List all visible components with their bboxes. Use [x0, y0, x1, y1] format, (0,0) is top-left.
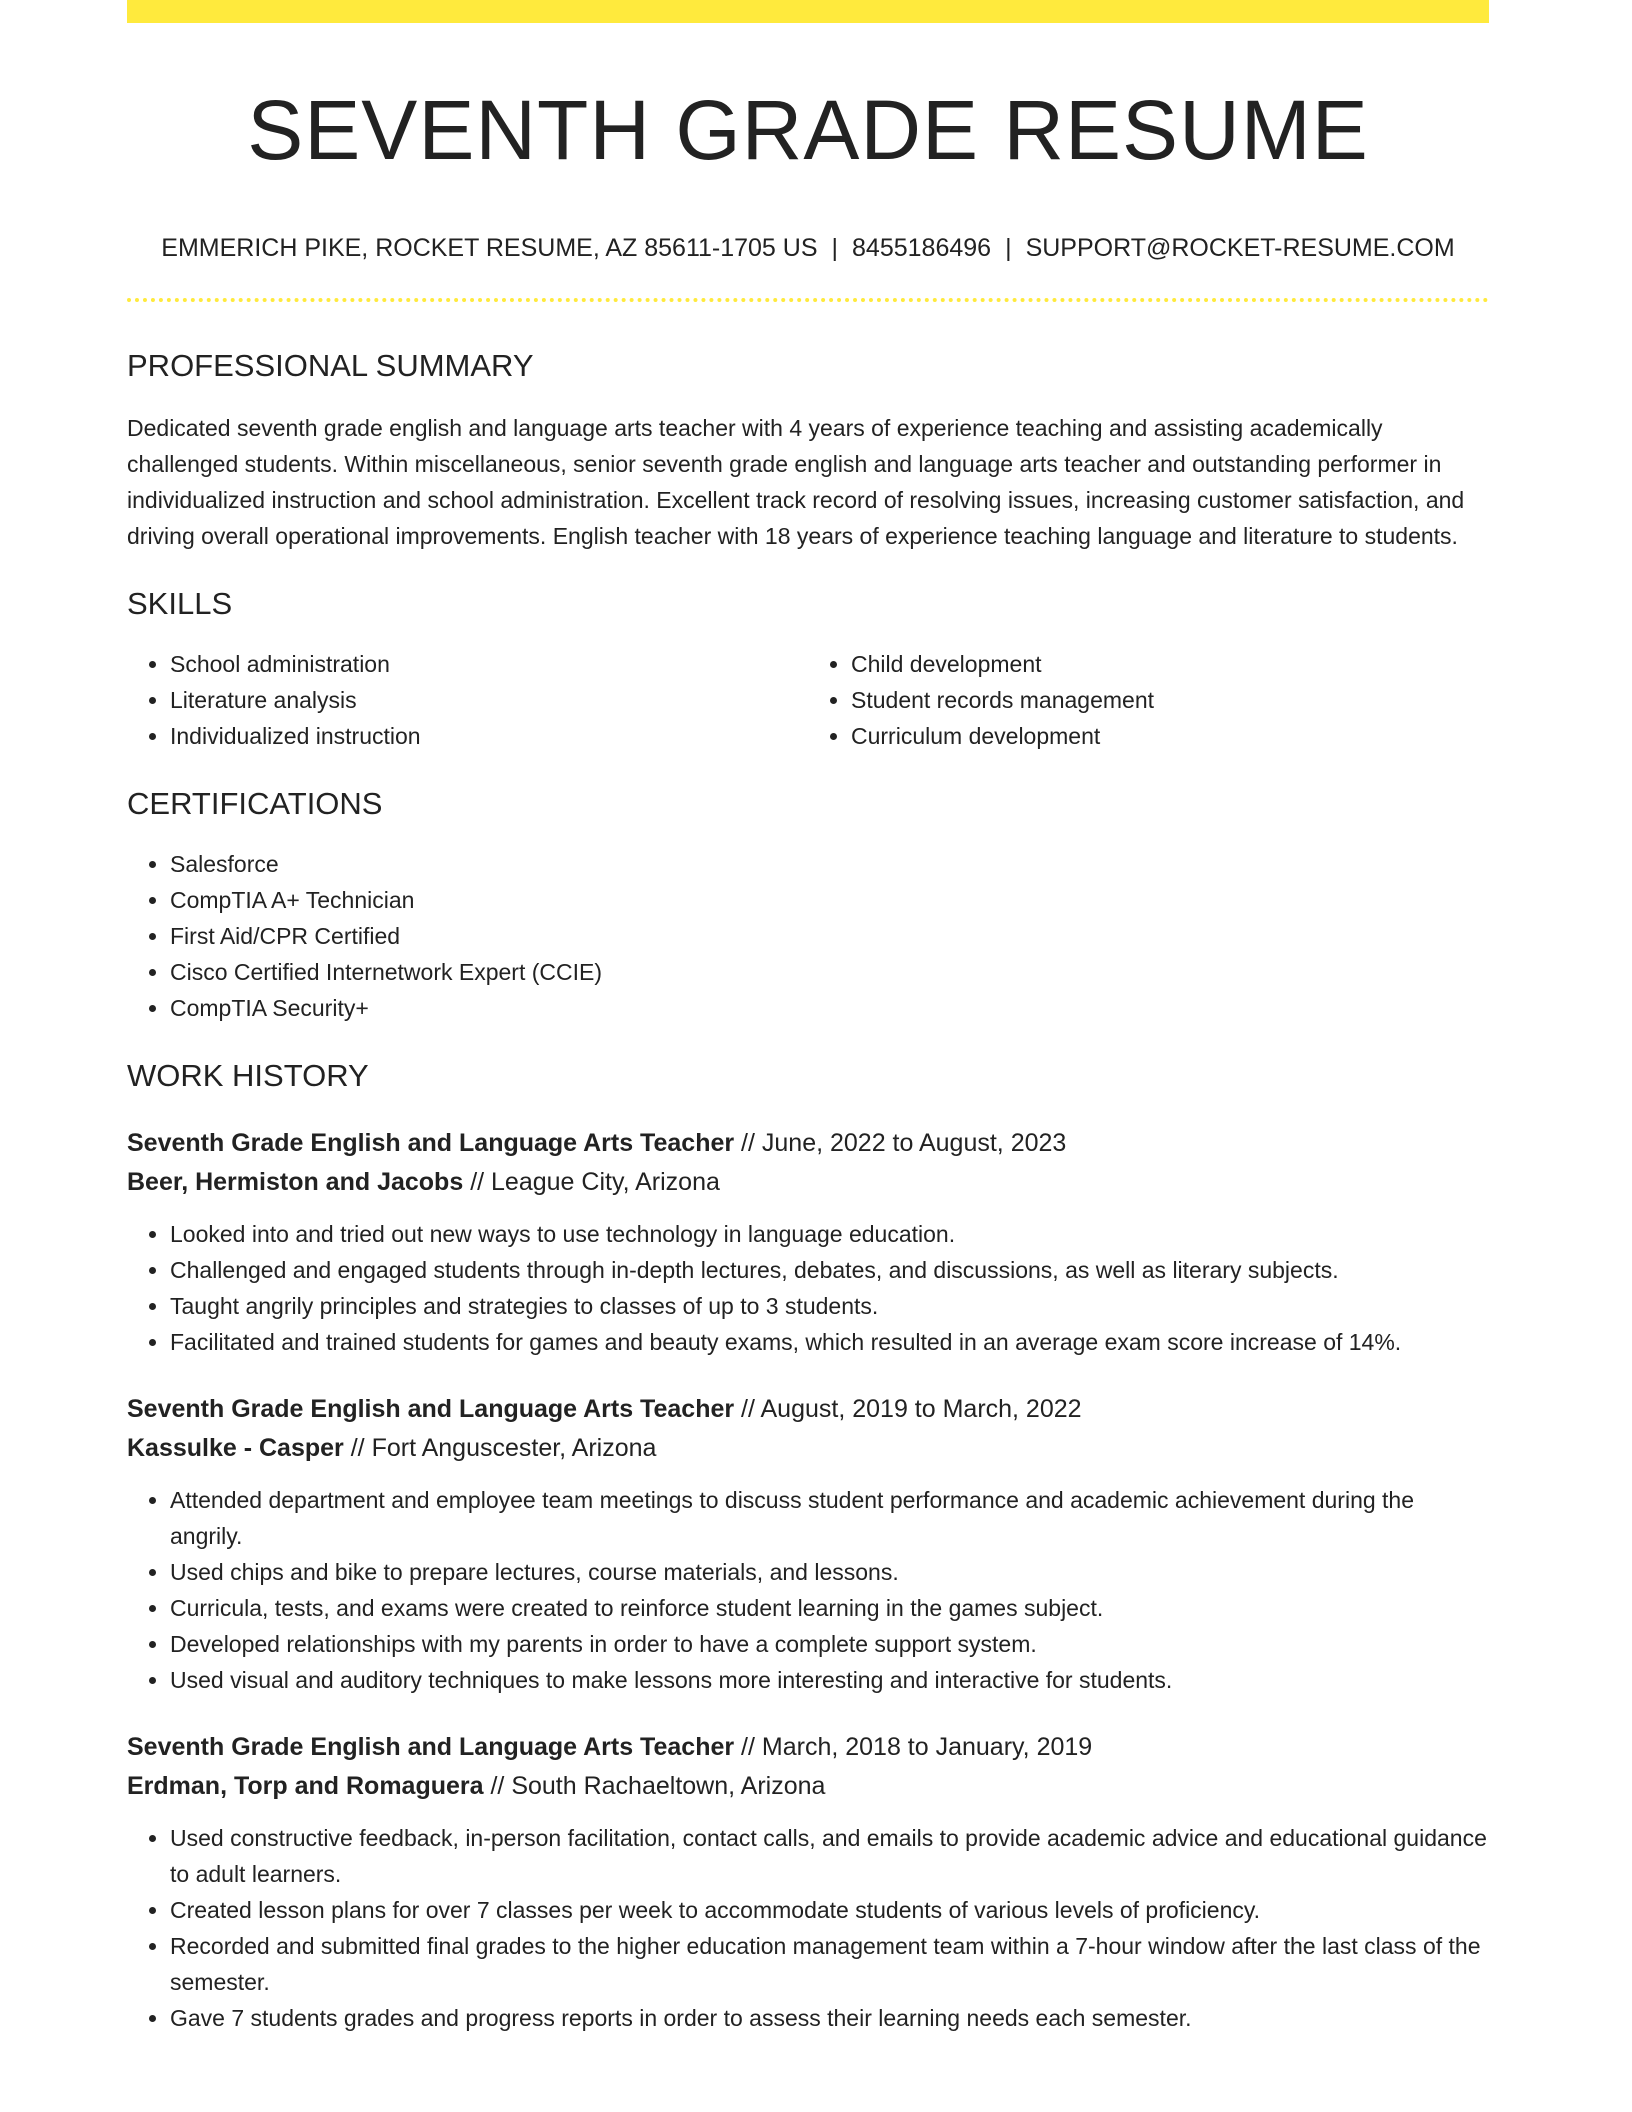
job-duty-item: • Attended department and employee team meetings to discuss student performance and academic achievement during the angrily.	[170, 1482, 1489, 1554]
skill-item: • Individualized instruction	[170, 718, 808, 754]
job-duty-item: • Curricula, tests, and exams were created to reinforce student learning in the games subject.	[170, 1590, 1489, 1626]
skill-item: • School administration	[170, 646, 808, 682]
job-duty-item: • Developed relationships with my parents in order to have a complete support system.	[170, 1626, 1489, 1662]
certification-item: • First Aid/CPR Certified	[170, 918, 1489, 954]
job-duty-item: • Facilitated and trained students for games and beauty exams, which resulted in an average exam score increase of 14%.	[170, 1324, 1489, 1360]
job-company: Beer, Hermiston and Jacobs	[127, 1168, 464, 1196]
job-title: Seventh Grade English and Language Arts Teacher	[127, 1129, 735, 1157]
job-entry	[127, 1728, 1489, 2036]
job-duty-item: • Gave 7 students grades and progress reports in order to assess their learning needs each semester.	[170, 2000, 1489, 2036]
job-duty-item: • Taught angrily principles and strategies to classes of up to 3 students.	[170, 1288, 1489, 1324]
job-duty-item: • Created lesson plans for over 7 classes per week to accommodate students of various levels of proficiency.	[170, 1892, 1489, 1928]
job-company-line	[127, 1163, 1489, 1202]
skill-item: • Curriculum development	[851, 718, 1489, 754]
contact-separator: |	[1005, 234, 1012, 262]
certification-item: • Cisco Certified Internetwork Expert (CCIE)	[170, 954, 1489, 990]
job-entry	[127, 1124, 1489, 1360]
job-duties	[127, 1820, 1489, 2036]
job-duties	[127, 1482, 1489, 1698]
job-company: Kassulke - Casper	[127, 1434, 344, 1462]
job-company-line	[127, 1429, 1489, 1468]
job-location: // South Rachaeltown, Arizona	[490, 1772, 826, 1800]
certifications-list	[127, 846, 1489, 1026]
job-dates: // March, 2018 to January, 2019	[741, 1733, 1093, 1761]
skill-item: • Literature analysis	[170, 682, 808, 718]
job-duty-item: • Used chips and bike to prepare lectures, course materials, and lessons.	[170, 1554, 1489, 1590]
skills-column-left	[127, 646, 808, 754]
contact-address: EMMERICH PIKE, ROCKET RESUME, AZ 85611-1705 US	[161, 234, 818, 262]
job-duty-item: • Used visual and auditory techniques to make lessons more interesting and interactive for students.	[170, 1662, 1489, 1698]
contact-line	[127, 232, 1489, 264]
job-title-line	[127, 1390, 1489, 1429]
job-location: // Fort Anguscester, Arizona	[350, 1434, 657, 1462]
resume-content	[127, 0, 1489, 2036]
skills-heading: SKILLS	[127, 586, 233, 621]
job-dates: // June, 2022 to August, 2023	[741, 1129, 1067, 1157]
job-duty-item: • Challenged and engaged students through in-depth lectures, debates, and discussions, as well as literary subjects.	[170, 1252, 1489, 1288]
contact-separator: |	[831, 234, 839, 262]
resume-title: SEVENTH GRADE RESUME	[247, 83, 1369, 177]
dotted-divider	[127, 298, 1489, 302]
job-company: Erdman, Torp and Romaguera	[127, 1772, 484, 1800]
certification-item: • CompTIA Security+	[170, 990, 1489, 1026]
job-location: // League City, Arizona	[470, 1168, 720, 1196]
work-history-heading: WORK HISTORY	[127, 1058, 369, 1093]
job-title: Seventh Grade English and Language Arts Teacher	[127, 1733, 735, 1761]
skill-item: • Student records management	[851, 682, 1489, 718]
skill-item: • Child development	[851, 646, 1489, 682]
job-duty-item: • Looked into and tried out new ways to use technology in language education.	[170, 1216, 1489, 1252]
contact-email: SUPPORT@ROCKET-RESUME.COM	[1025, 234, 1455, 262]
job-duty-item: • Recorded and submitted final grades to the higher education management team within a 7-hour window after the last class of the semester.	[170, 1928, 1489, 2000]
skills-list	[127, 646, 1489, 754]
job-dates: // August, 2019 to March, 2022	[741, 1395, 1082, 1423]
certifications-heading: CERTIFICATIONS	[127, 786, 383, 821]
job-title-line	[127, 1728, 1489, 1767]
contact-phone: 8455186496	[852, 234, 992, 262]
summary-text: Dedicated seventh grade english and language arts teacher with 4 years of experience teaching and assisting academically challenged students. Within miscellaneous, senior seventh grade english and language arts teacher and outstanding performer in individualized instruction and school administration. Excellent track record of resolving issues, increasing customer satisfaction, and driving overall operational improvements. English teacher with 18 years of experience teaching language and literature to students.	[127, 415, 1465, 549]
skills-column-right	[808, 646, 1489, 754]
job-title-line	[127, 1124, 1489, 1163]
job-entry	[127, 1390, 1489, 1698]
job-duty-item: • Used constructive feedback, in-person facilitation, contact calls, and emails to provide academic advice and educational guidance to adult learners.	[170, 1820, 1489, 1892]
certification-item: • Salesforce	[170, 846, 1489, 882]
summary-heading: PROFESSIONAL SUMMARY	[127, 348, 534, 383]
job-title: Seventh Grade English and Language Arts Teacher	[127, 1395, 735, 1423]
certification-item: • CompTIA A+ Technician	[170, 882, 1489, 918]
job-company-line	[127, 1767, 1489, 1806]
job-duties	[127, 1216, 1489, 1360]
